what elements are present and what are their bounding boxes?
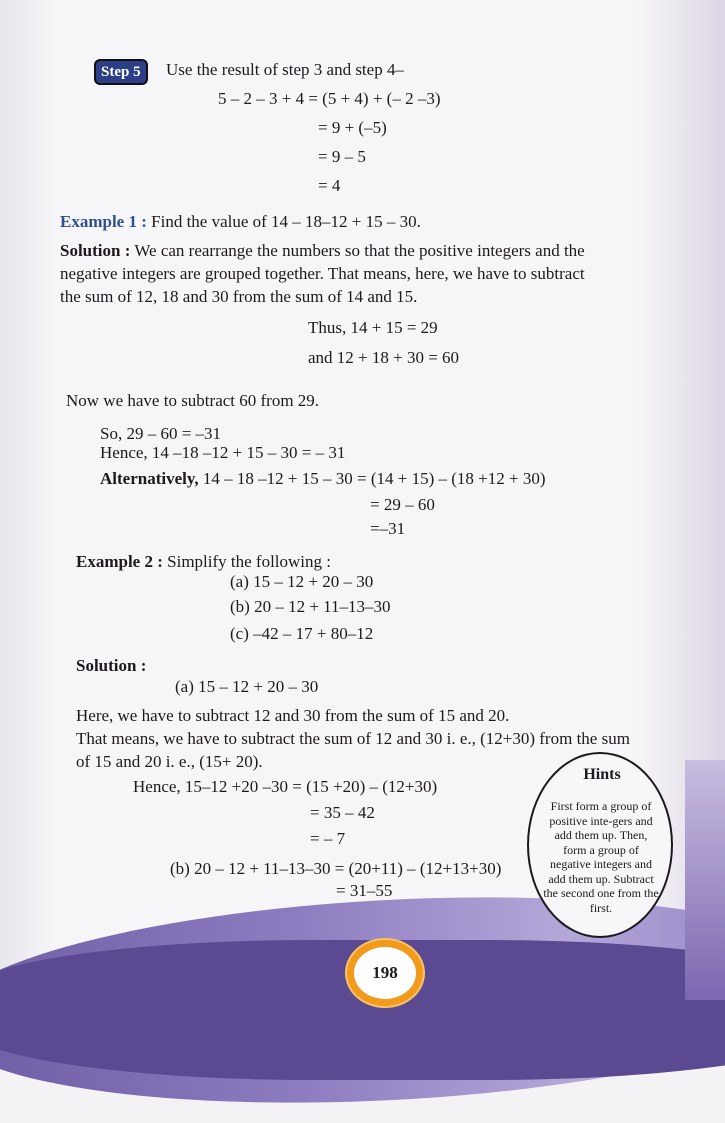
decorative-right-band	[685, 760, 725, 1000]
example-2-question: Simplify the following :	[167, 552, 331, 571]
example-1-thus: Thus, 14 + 15 = 29	[308, 318, 438, 337]
step-5-line-2: = 9 + (–5)	[318, 118, 387, 137]
example-2-hence-line-2: = 35 – 42	[310, 803, 375, 822]
example-1-question: Find the value of 14 – 18–12 + 15 – 30.	[151, 212, 421, 231]
example-1-hence: Hence, 14 –18 –12 + 15 – 30 = – 31	[100, 443, 346, 462]
hints-title: Hints	[583, 766, 621, 783]
step-5-line-3: = 9 – 5	[318, 147, 366, 166]
example-2-hence-line-3: = – 7	[310, 829, 346, 848]
example-1-now: Now we have to subtract 60 from 29.	[66, 391, 320, 410]
page-number: 198	[347, 940, 423, 1006]
example-2-b-line-1: (b) 20 – 12 + 11–13–30 = (20+11) – (12+13+30)	[170, 859, 502, 878]
hints-bubble	[527, 752, 673, 938]
step-5-line-4: = 4	[318, 176, 341, 195]
example-1-label: Example 1 :	[60, 212, 147, 231]
example-2-means-line-2: of 15 and 20 i. e., (15+ 20).	[76, 752, 263, 771]
example-1-solution-line-2: negative integers are grouped together. That means, here, we have to subtract	[60, 264, 585, 283]
example-1-so: So, 29 – 60 = –31	[100, 424, 222, 443]
example-1-alternatively	[100, 469, 546, 489]
example-2-item-b: (b) 20 – 12 + 11–13–30	[230, 597, 391, 616]
step-5-badge: Step 5	[94, 59, 148, 85]
example-1-solution-line-3: the sum of 12, 18 and 30 from the sum of 14 and 15.	[60, 287, 418, 306]
alternatively-label: Alternatively,	[100, 469, 199, 488]
hints-body: First form a group of positive inte-gers and add them up. Then, form a group of negative integers and add them up. Subtract the second one from the first.	[543, 799, 659, 915]
example-2-b-line-2: = 31–55	[336, 881, 393, 900]
example-1-solution-label: Solution :	[60, 241, 131, 260]
example-1-and: and 12 + 18 + 30 = 60	[308, 348, 460, 367]
example-2-label: Example 2 :	[76, 552, 163, 571]
step-5-line-1: 5 – 2 – 3 + 4 = (5 + 4) + (– 2 –3)	[218, 89, 441, 108]
example-1-solution-text-1: We can rearrange the numbers so that the positive integers and the	[134, 241, 585, 260]
example-2-means-line-1: That means, we have to subtract the sum of 12 and 30 i. e., (12+30) from the sum	[76, 729, 630, 748]
example-2-hence-line-1: Hence, 15–12 +20 –30 = (15 +20) – (12+30)	[133, 777, 438, 796]
example-1-solution-line-1	[60, 241, 585, 261]
example-2-heading	[76, 552, 331, 572]
example-2-solution-a: (a) 15 – 12 + 20 – 30	[175, 677, 319, 696]
example-2-item-c: (c) –42 – 17 + 80–12	[230, 624, 374, 643]
alternatively-line-3: =–31	[370, 519, 406, 538]
example-1-heading	[60, 212, 421, 232]
example-2-solution-label: Solution :	[76, 656, 147, 675]
step-5-intro: Use the result of step 3 and step 4–	[166, 60, 404, 79]
alternatively-line-2: = 29 – 60	[370, 495, 435, 514]
example-2-item-a: (a) 15 – 12 + 20 – 30	[230, 572, 374, 591]
alternatively-line-1: 14 – 18 –12 + 15 – 30 = (14 + 15) – (18 +12 + 30)	[202, 469, 546, 488]
example-2-here: Here, we have to subtract 12 and 30 from the sum of 15 and 20.	[76, 706, 510, 725]
